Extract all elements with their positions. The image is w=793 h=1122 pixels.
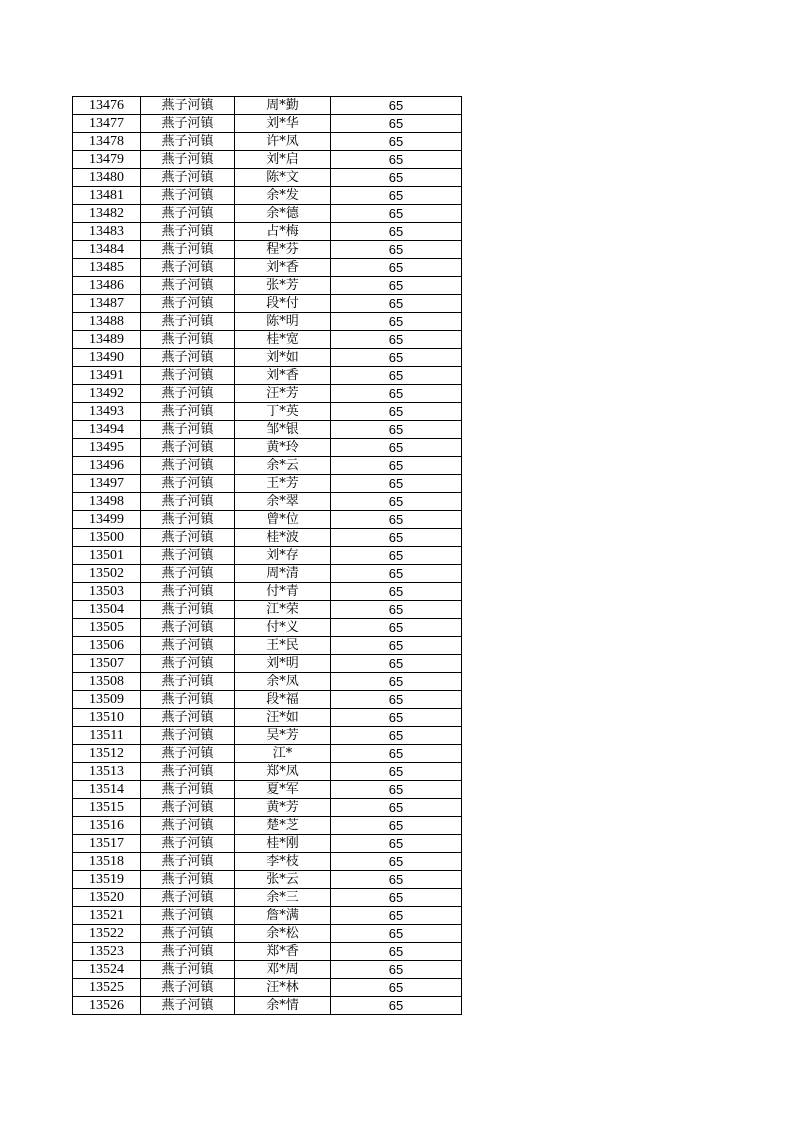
cell-town: 燕子河镇 <box>141 385 235 403</box>
cell-score: 65 <box>331 223 462 241</box>
cell-town: 燕子河镇 <box>141 763 235 781</box>
cell-name: 周*清 <box>235 565 331 583</box>
cell-town: 燕子河镇 <box>141 835 235 853</box>
cell-name: 黄*芳 <box>235 799 331 817</box>
cell-id: 13507 <box>73 655 141 673</box>
cell-town: 燕子河镇 <box>141 115 235 133</box>
cell-id: 13504 <box>73 601 141 619</box>
cell-name: 郑*凤 <box>235 763 331 781</box>
table-row <box>73 385 462 403</box>
table-row <box>73 97 462 115</box>
cell-score: 65 <box>331 655 462 673</box>
cell-id: 13495 <box>73 439 141 457</box>
cell-name: 刘*如 <box>235 349 331 367</box>
table-row <box>73 403 462 421</box>
cell-score: 65 <box>331 565 462 583</box>
cell-score: 65 <box>331 475 462 493</box>
cell-score: 65 <box>331 889 462 907</box>
cell-town: 燕子河镇 <box>141 673 235 691</box>
cell-town: 燕子河镇 <box>141 853 235 871</box>
cell-id: 13509 <box>73 691 141 709</box>
cell-town: 燕子河镇 <box>141 871 235 889</box>
cell-score: 65 <box>331 331 462 349</box>
cell-id: 13497 <box>73 475 141 493</box>
cell-score: 65 <box>331 421 462 439</box>
cell-score: 65 <box>331 367 462 385</box>
cell-town: 燕子河镇 <box>141 349 235 367</box>
cell-id: 13487 <box>73 295 141 313</box>
cell-id: 13481 <box>73 187 141 205</box>
cell-score: 65 <box>331 691 462 709</box>
cell-town: 燕子河镇 <box>141 151 235 169</box>
cell-id: 13499 <box>73 511 141 529</box>
cell-name: 付*义 <box>235 619 331 637</box>
cell-town: 燕子河镇 <box>141 583 235 601</box>
cell-name: 汪*林 <box>235 979 331 997</box>
cell-id: 13478 <box>73 133 141 151</box>
cell-town: 燕子河镇 <box>141 439 235 457</box>
cell-id: 13522 <box>73 925 141 943</box>
cell-id: 13480 <box>73 169 141 187</box>
cell-town: 燕子河镇 <box>141 979 235 997</box>
cell-id: 13514 <box>73 781 141 799</box>
table-row <box>73 277 462 295</box>
cell-name: 刘*启 <box>235 151 331 169</box>
cell-score: 65 <box>331 241 462 259</box>
cell-name: 江*荣 <box>235 601 331 619</box>
cell-score: 65 <box>331 835 462 853</box>
table-row <box>73 655 462 673</box>
cell-town: 燕子河镇 <box>141 421 235 439</box>
cell-town: 燕子河镇 <box>141 961 235 979</box>
cell-id: 13503 <box>73 583 141 601</box>
table-row <box>73 169 462 187</box>
cell-score: 65 <box>331 817 462 835</box>
cell-id: 13508 <box>73 673 141 691</box>
table-row <box>73 547 462 565</box>
table-body <box>73 97 462 1015</box>
table-row <box>73 493 462 511</box>
cell-town: 燕子河镇 <box>141 223 235 241</box>
cell-score: 65 <box>331 799 462 817</box>
cell-name: 余*翠 <box>235 493 331 511</box>
cell-town: 燕子河镇 <box>141 313 235 331</box>
cell-id: 13505 <box>73 619 141 637</box>
cell-name: 汪*如 <box>235 709 331 727</box>
cell-name: 楚*芝 <box>235 817 331 835</box>
table-row <box>73 979 462 997</box>
cell-id: 13492 <box>73 385 141 403</box>
table-row <box>73 619 462 637</box>
cell-name: 刘*香 <box>235 367 331 385</box>
cell-town: 燕子河镇 <box>141 655 235 673</box>
table-row <box>73 709 462 727</box>
cell-town: 燕子河镇 <box>141 565 235 583</box>
cell-town: 燕子河镇 <box>141 781 235 799</box>
table-row <box>73 907 462 925</box>
cell-score: 65 <box>331 619 462 637</box>
data-table <box>72 96 462 1015</box>
table-row <box>73 763 462 781</box>
table-row <box>73 997 462 1015</box>
table-row <box>73 673 462 691</box>
cell-score: 65 <box>331 277 462 295</box>
cell-score: 65 <box>331 133 462 151</box>
cell-score: 65 <box>331 169 462 187</box>
cell-id: 13485 <box>73 259 141 277</box>
table-row <box>73 133 462 151</box>
cell-score: 65 <box>331 961 462 979</box>
cell-name: 桂*波 <box>235 529 331 547</box>
table-row <box>73 889 462 907</box>
table-row <box>73 871 462 889</box>
cell-id: 13519 <box>73 871 141 889</box>
cell-name: 余*发 <box>235 187 331 205</box>
cell-score: 65 <box>331 997 462 1015</box>
cell-id: 13498 <box>73 493 141 511</box>
table-row <box>73 259 462 277</box>
cell-score: 65 <box>331 547 462 565</box>
cell-town: 燕子河镇 <box>141 691 235 709</box>
cell-id: 13496 <box>73 457 141 475</box>
cell-id: 13512 <box>73 745 141 763</box>
cell-id: 13479 <box>73 151 141 169</box>
cell-score: 65 <box>331 385 462 403</box>
cell-id: 13515 <box>73 799 141 817</box>
cell-town: 燕子河镇 <box>141 511 235 529</box>
cell-name: 王*民 <box>235 637 331 655</box>
cell-name: 黄*玲 <box>235 439 331 457</box>
table-row <box>73 961 462 979</box>
cell-score: 65 <box>331 115 462 133</box>
cell-name: 刘*存 <box>235 547 331 565</box>
cell-town: 燕子河镇 <box>141 295 235 313</box>
table-row <box>73 115 462 133</box>
cell-id: 13510 <box>73 709 141 727</box>
cell-town: 燕子河镇 <box>141 475 235 493</box>
cell-town: 燕子河镇 <box>141 907 235 925</box>
cell-town: 燕子河镇 <box>141 709 235 727</box>
table-row <box>73 223 462 241</box>
cell-town: 燕子河镇 <box>141 745 235 763</box>
table-row <box>73 331 462 349</box>
cell-id: 13494 <box>73 421 141 439</box>
cell-name: 汪*芳 <box>235 385 331 403</box>
cell-score: 65 <box>331 205 462 223</box>
cell-name: 李*枝 <box>235 853 331 871</box>
cell-id: 13477 <box>73 115 141 133</box>
cell-town: 燕子河镇 <box>141 187 235 205</box>
cell-town: 燕子河镇 <box>141 169 235 187</box>
cell-score: 65 <box>331 349 462 367</box>
cell-score: 65 <box>331 403 462 421</box>
cell-id: 13523 <box>73 943 141 961</box>
table-row <box>73 349 462 367</box>
table-row <box>73 601 462 619</box>
cell-score: 65 <box>331 97 462 115</box>
cell-id: 13493 <box>73 403 141 421</box>
cell-id: 13490 <box>73 349 141 367</box>
cell-name: 刘*明 <box>235 655 331 673</box>
cell-name: 詹*满 <box>235 907 331 925</box>
cell-name: 桂*刚 <box>235 835 331 853</box>
cell-town: 燕子河镇 <box>141 889 235 907</box>
cell-name: 刘*华 <box>235 115 331 133</box>
cell-score: 65 <box>331 727 462 745</box>
cell-id: 13484 <box>73 241 141 259</box>
cell-score: 65 <box>331 439 462 457</box>
cell-score: 65 <box>331 601 462 619</box>
cell-name: 段*福 <box>235 691 331 709</box>
cell-name: 陈*文 <box>235 169 331 187</box>
cell-id: 13500 <box>73 529 141 547</box>
table-row <box>73 205 462 223</box>
cell-town: 燕子河镇 <box>141 529 235 547</box>
table-row <box>73 241 462 259</box>
cell-id: 13526 <box>73 997 141 1015</box>
cell-score: 65 <box>331 907 462 925</box>
cell-score: 65 <box>331 511 462 529</box>
cell-id: 13525 <box>73 979 141 997</box>
cell-id: 13501 <box>73 547 141 565</box>
cell-id: 13521 <box>73 907 141 925</box>
cell-town: 燕子河镇 <box>141 205 235 223</box>
cell-town: 燕子河镇 <box>141 817 235 835</box>
cell-name: 程*芬 <box>235 241 331 259</box>
cell-score: 65 <box>331 673 462 691</box>
cell-score: 65 <box>331 943 462 961</box>
table-row <box>73 367 462 385</box>
table-row <box>73 925 462 943</box>
cell-name: 余*松 <box>235 925 331 943</box>
cell-town: 燕子河镇 <box>141 259 235 277</box>
cell-score: 65 <box>331 871 462 889</box>
table-row <box>73 151 462 169</box>
table-row <box>73 835 462 853</box>
cell-score: 65 <box>331 709 462 727</box>
cell-town: 燕子河镇 <box>141 925 235 943</box>
cell-town: 燕子河镇 <box>141 403 235 421</box>
cell-town: 燕子河镇 <box>141 97 235 115</box>
table-row <box>73 187 462 205</box>
cell-id: 13476 <box>73 97 141 115</box>
table-row <box>73 943 462 961</box>
table-row <box>73 745 462 763</box>
cell-name: 张*芳 <box>235 277 331 295</box>
cell-id: 13491 <box>73 367 141 385</box>
cell-town: 燕子河镇 <box>141 619 235 637</box>
cell-id: 13520 <box>73 889 141 907</box>
table-row <box>73 583 462 601</box>
table-row <box>73 817 462 835</box>
cell-id: 13516 <box>73 817 141 835</box>
table-row <box>73 457 462 475</box>
cell-id: 13483 <box>73 223 141 241</box>
table-row <box>73 781 462 799</box>
cell-name: 段*付 <box>235 295 331 313</box>
table-row <box>73 637 462 655</box>
cell-score: 65 <box>331 313 462 331</box>
cell-id: 13517 <box>73 835 141 853</box>
cell-id: 13506 <box>73 637 141 655</box>
cell-score: 65 <box>331 925 462 943</box>
cell-town: 燕子河镇 <box>141 241 235 259</box>
cell-id: 13482 <box>73 205 141 223</box>
cell-name: 邓*周 <box>235 961 331 979</box>
table-row <box>73 565 462 583</box>
cell-town: 燕子河镇 <box>141 457 235 475</box>
cell-score: 65 <box>331 457 462 475</box>
cell-score: 65 <box>331 583 462 601</box>
cell-town: 燕子河镇 <box>141 799 235 817</box>
cell-town: 燕子河镇 <box>141 277 235 295</box>
cell-name: 周*勤 <box>235 97 331 115</box>
table-row <box>73 439 462 457</box>
cell-town: 燕子河镇 <box>141 637 235 655</box>
table-row <box>73 295 462 313</box>
cell-name: 王*芳 <box>235 475 331 493</box>
cell-name: 张*云 <box>235 871 331 889</box>
table-row <box>73 727 462 745</box>
cell-id: 13488 <box>73 313 141 331</box>
cell-id: 13513 <box>73 763 141 781</box>
cell-name: 余*德 <box>235 205 331 223</box>
cell-name: 刘*香 <box>235 259 331 277</box>
cell-score: 65 <box>331 529 462 547</box>
table-row <box>73 475 462 493</box>
cell-town: 燕子河镇 <box>141 997 235 1015</box>
cell-score: 65 <box>331 151 462 169</box>
cell-town: 燕子河镇 <box>141 547 235 565</box>
cell-name: 付*青 <box>235 583 331 601</box>
cell-score: 65 <box>331 763 462 781</box>
cell-name: 许*凤 <box>235 133 331 151</box>
cell-name: 邹*银 <box>235 421 331 439</box>
cell-name: 余*情 <box>235 997 331 1015</box>
table-row <box>73 691 462 709</box>
cell-score: 65 <box>331 745 462 763</box>
table-row <box>73 799 462 817</box>
cell-id: 13489 <box>73 331 141 349</box>
cell-name: 桂*宽 <box>235 331 331 349</box>
cell-name: 夏*军 <box>235 781 331 799</box>
cell-score: 65 <box>331 781 462 799</box>
cell-name: 余*凤 <box>235 673 331 691</box>
cell-id: 13502 <box>73 565 141 583</box>
cell-town: 燕子河镇 <box>141 943 235 961</box>
cell-id: 13518 <box>73 853 141 871</box>
cell-name: 占*梅 <box>235 223 331 241</box>
cell-town: 燕子河镇 <box>141 727 235 745</box>
cell-town: 燕子河镇 <box>141 601 235 619</box>
cell-name: 曾*位 <box>235 511 331 529</box>
cell-name: 丁*英 <box>235 403 331 421</box>
cell-name: 吴*芳 <box>235 727 331 745</box>
cell-town: 燕子河镇 <box>141 133 235 151</box>
cell-id: 13524 <box>73 961 141 979</box>
cell-score: 65 <box>331 187 462 205</box>
cell-score: 65 <box>331 295 462 313</box>
cell-town: 燕子河镇 <box>141 367 235 385</box>
table-row <box>73 421 462 439</box>
cell-town: 燕子河镇 <box>141 493 235 511</box>
table-row <box>73 511 462 529</box>
cell-id: 13511 <box>73 727 141 745</box>
cell-name: 余*云 <box>235 457 331 475</box>
cell-score: 65 <box>331 637 462 655</box>
table-row <box>73 313 462 331</box>
cell-name: 陈*明 <box>235 313 331 331</box>
cell-score: 65 <box>331 853 462 871</box>
cell-score: 65 <box>331 493 462 511</box>
cell-name: 郑*香 <box>235 943 331 961</box>
cell-name: 江* <box>235 745 331 763</box>
table-row <box>73 853 462 871</box>
cell-score: 65 <box>331 979 462 997</box>
table-row <box>73 529 462 547</box>
cell-score: 65 <box>331 259 462 277</box>
cell-name: 余*三 <box>235 889 331 907</box>
cell-town: 燕子河镇 <box>141 331 235 349</box>
cell-id: 13486 <box>73 277 141 295</box>
